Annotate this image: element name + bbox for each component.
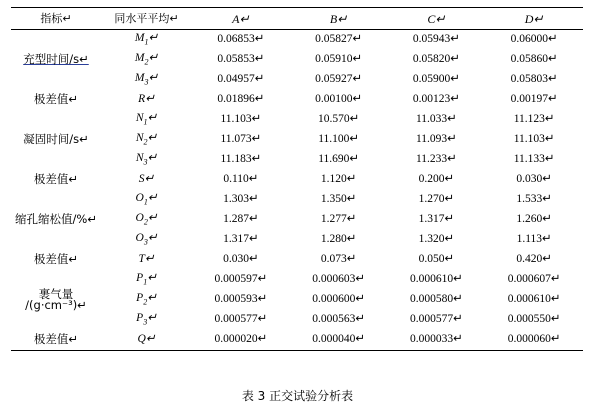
group-label-text: 极差值↵	[33, 172, 79, 187]
value-cell: 0.05927↵	[315, 73, 363, 86]
level-letter: N	[135, 112, 144, 125]
value-cell: 0.05820↵	[412, 53, 460, 66]
level-subscript: 1	[143, 117, 148, 127]
level-symbol	[101, 250, 192, 270]
group-label-text: /(g·cm⁻³)↵	[25, 298, 87, 312]
value-cell: 0.200↵	[418, 173, 455, 186]
level-subscript: 3	[143, 237, 148, 247]
header-col-a: A↵	[192, 8, 290, 30]
group-label	[11, 190, 101, 250]
level-symbol	[101, 150, 192, 170]
paragraph-mark: ↵	[148, 32, 159, 45]
paragraph-mark: ↵	[145, 93, 155, 106]
value-cell: 11.103↵	[513, 133, 555, 146]
value-cell: 1.287↵	[223, 213, 259, 226]
level-subscript: 2	[144, 57, 149, 67]
value-cell: 0.030↵	[516, 173, 552, 186]
level-letter: M	[134, 32, 145, 45]
level-letter: P	[136, 292, 144, 305]
value-cell: 0.000610↵	[409, 273, 463, 286]
group-label	[11, 270, 101, 330]
value-cell: 11.093↵	[415, 133, 457, 146]
value-cell: 0.000580↵	[409, 293, 463, 306]
level-symbol	[101, 210, 192, 230]
value-cell: 0.000033↵	[409, 333, 463, 346]
group-label	[11, 90, 101, 110]
paragraph-mark: ↵	[147, 292, 157, 305]
value-cell: 0.000577↵	[409, 313, 463, 326]
level-letter: N	[135, 152, 144, 165]
level-letter: O	[135, 192, 144, 205]
table-row	[11, 110, 583, 130]
table-row	[11, 170, 583, 190]
paragraph-mark: ↵	[148, 52, 159, 65]
value-cell: 11.100↵	[318, 133, 360, 146]
paragraph-mark: ↵	[144, 173, 155, 186]
value-cell: 1.533↵	[516, 193, 552, 206]
value-cell: 0.00197↵	[510, 93, 558, 106]
value-cell: 0.000550↵	[507, 313, 561, 326]
paragraph-mark: ↵	[148, 72, 159, 85]
group-label-text: 裹气量	[38, 286, 74, 301]
table-row	[11, 250, 583, 270]
level-letter: S	[138, 173, 145, 186]
value-cell: 0.06853↵	[217, 33, 265, 46]
value-cell: 0.05860↵	[510, 53, 558, 66]
level-letter: M	[134, 72, 145, 85]
value-cell: 0.000593↵	[214, 293, 268, 306]
level-letter: P	[136, 272, 144, 285]
value-cell: 11.073↵	[220, 133, 262, 146]
value-cell: 1.120↵	[320, 173, 357, 186]
orthogonal-analysis-table	[11, 7, 583, 351]
value-cell: 0.05853↵	[217, 53, 265, 66]
table-row	[11, 190, 583, 210]
table-caption: 表 3 正交试验分析表	[241, 389, 354, 403]
value-cell: 0.05803↵	[510, 73, 558, 86]
value-cell: 0.000603↵	[312, 273, 365, 286]
value-cell: 0.073↵	[320, 253, 357, 266]
value-cell: 11.183↵	[220, 153, 262, 166]
value-cell: 0.420↵	[516, 253, 552, 266]
group-label	[11, 30, 101, 91]
level-symbol	[101, 50, 192, 70]
value-cell: 1.260↵	[516, 213, 552, 226]
level-symbol	[101, 30, 192, 51]
level-subscript: 3	[143, 317, 148, 327]
level-letter: M	[134, 52, 145, 65]
value-cell: 0.00123↵	[412, 93, 460, 106]
value-cell: 0.000597↵	[214, 273, 268, 286]
value-cell: 0.000060↵	[507, 333, 561, 346]
value-cell: 0.050↵	[418, 253, 455, 266]
paragraph-mark: ↵	[147, 112, 158, 125]
value-cell: 0.05910↵	[315, 53, 363, 66]
group-label-text: 极差值↵	[33, 92, 79, 107]
paragraph-mark: ↵	[147, 132, 158, 145]
value-cell: 10.570↵	[317, 113, 360, 126]
value-cell: 11.233↵	[415, 153, 457, 166]
group-label	[11, 330, 101, 351]
level-letter: N	[135, 132, 144, 145]
value-cell: 0.000577↵	[214, 313, 268, 326]
value-cell: 0.04957↵	[217, 73, 265, 86]
group-label-text: 极差值↵	[33, 332, 79, 347]
paragraph-mark: ↵	[147, 272, 157, 285]
value-cell: 0.000563↵	[312, 313, 365, 326]
level-symbol	[101, 270, 192, 290]
level-subscript: 3	[144, 77, 149, 87]
paragraph-mark: ↵	[147, 312, 157, 325]
level-subscript: 2	[143, 297, 148, 307]
level-symbol	[101, 190, 192, 210]
value-cell: 0.00100↵	[315, 93, 363, 106]
value-cell: 1.320↵	[418, 233, 455, 246]
level-letter: R	[138, 93, 146, 106]
level-symbol	[101, 90, 192, 110]
value-cell: 11.103↵	[220, 113, 262, 126]
table-header-row	[11, 8, 583, 30]
level-letter: O	[135, 232, 144, 245]
value-cell: 0.000610↵	[507, 293, 561, 306]
table-row	[11, 90, 583, 110]
header-col-d: D↵	[485, 8, 583, 30]
paragraph-mark: ↵	[147, 192, 158, 205]
group-label	[11, 250, 101, 270]
value-cell: 0.000020↵	[214, 333, 268, 346]
paragraph-mark: ↵	[147, 232, 158, 245]
level-symbol	[101, 130, 192, 150]
value-cell: 0.110↵	[223, 173, 259, 186]
level-subscript: 2	[143, 137, 148, 147]
group-label-text: 极差值↵	[33, 252, 79, 267]
value-cell: 0.000040↵	[312, 333, 365, 346]
value-cell: 0.05827↵	[315, 33, 363, 46]
value-cell: 0.000600↵	[312, 293, 365, 306]
header-col-c: C↵	[388, 8, 486, 30]
level-subscript: 1	[143, 197, 148, 207]
table-body	[11, 30, 583, 351]
value-cell: 1.317↵	[223, 233, 259, 246]
level-symbol	[101, 310, 192, 330]
value-cell: 1.277↵	[320, 213, 357, 226]
value-cell: 1.280↵	[320, 233, 357, 246]
value-cell: 11.033↵	[415, 113, 457, 126]
level-symbol	[101, 290, 192, 310]
paragraph-mark: ↵	[147, 152, 158, 165]
level-symbol	[101, 330, 192, 351]
level-symbol	[101, 170, 192, 190]
value-cell: 0.06000↵	[510, 33, 558, 46]
header-factor: 指标↵	[11, 8, 101, 30]
level-subscript: 1	[143, 277, 148, 287]
level-symbol	[101, 230, 192, 250]
paragraph-mark: ↵	[144, 253, 155, 266]
group-label-text: 凝固时间/s↵	[23, 132, 89, 147]
group-label-text: 充型时间/s↵	[23, 52, 89, 67]
level-letter: T	[138, 253, 145, 266]
value-cell: 11.133↵	[513, 153, 555, 166]
header-level-mean: 同水平平均↵	[101, 8, 192, 30]
value-cell: 1.303↵	[223, 193, 259, 206]
value-cell: 1.350↵	[320, 193, 357, 206]
table-row	[11, 270, 583, 290]
paragraph-mark: ↵	[145, 333, 156, 346]
paragraph-mark: ↵	[147, 212, 158, 225]
group-label	[11, 170, 101, 190]
level-letter: P	[136, 312, 144, 325]
level-subscript: 3	[143, 157, 148, 167]
value-cell: 0.05943↵	[412, 33, 460, 46]
group-label	[11, 110, 101, 170]
value-cell: 1.317↵	[418, 213, 455, 226]
value-cell: 0.01896↵	[217, 93, 265, 106]
value-cell: 0.05900↵	[412, 73, 460, 86]
header-col-b: B↵	[290, 8, 388, 30]
level-subscript: 1	[144, 37, 149, 47]
level-subscript: 2	[143, 217, 148, 227]
value-cell: 1.113↵	[516, 233, 552, 246]
level-letter: Q	[137, 333, 146, 346]
table-row	[11, 330, 583, 351]
value-cell: 11.123↵	[513, 113, 555, 126]
value-cell: 0.030↵	[223, 253, 259, 266]
value-cell: 0.000607↵	[507, 273, 561, 286]
level-symbol	[101, 70, 192, 90]
value-cell: 1.270↵	[418, 193, 455, 206]
level-letter: O	[135, 212, 144, 225]
table-row	[11, 30, 583, 51]
value-cell: 11.690↵	[318, 153, 360, 166]
group-label-text: 缩孔缩松值/%↵	[15, 212, 97, 227]
level-symbol	[101, 110, 192, 130]
